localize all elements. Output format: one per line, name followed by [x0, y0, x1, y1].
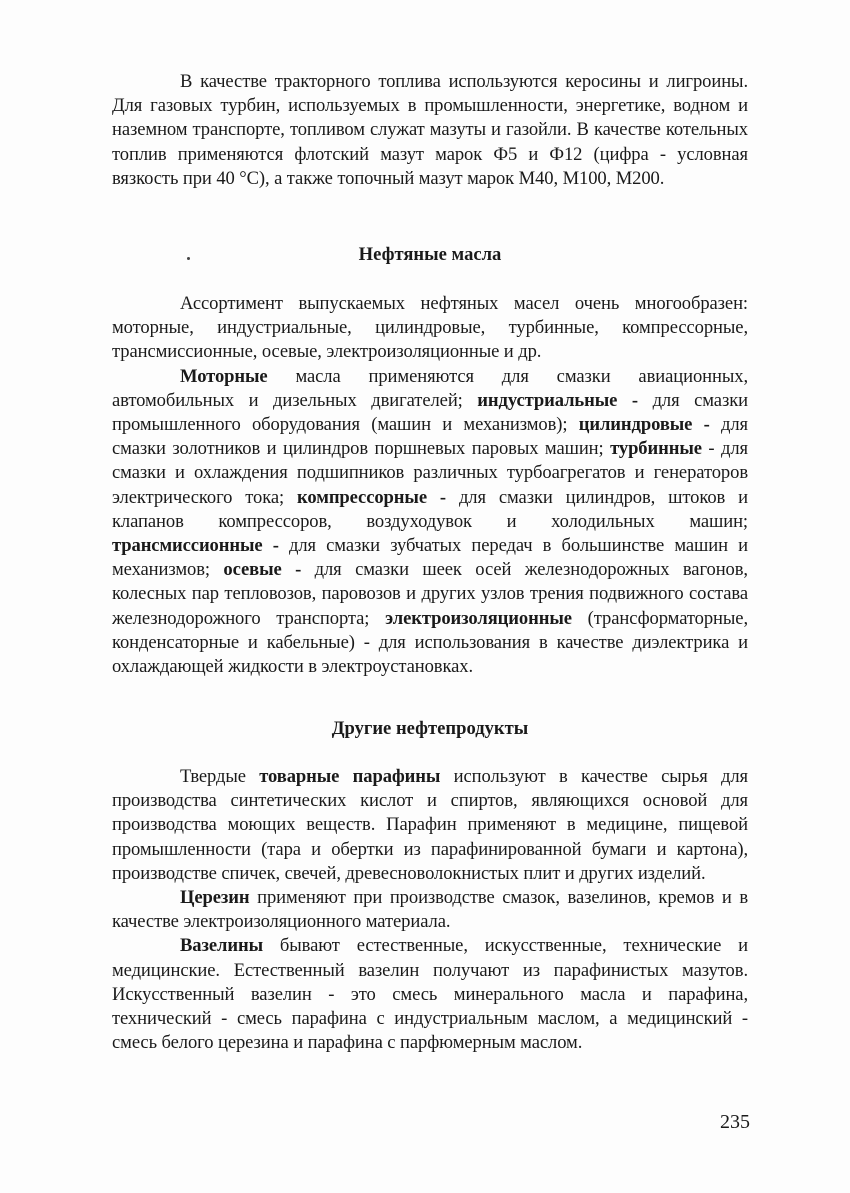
text-insulating: (трансформаторные, конденсаторные и кабельные) - для использования в качестве диэлектрика и охлаждающей жидкости в электроустановках.	[112, 607, 748, 678]
term-turbine: турбинные	[610, 438, 702, 460]
text-cylinder: для смазки золотников и цилиндров поршневых паровых машин;	[112, 414, 748, 460]
text-axle: для смазки шеек осей железнодорожных вагонов, колесных пар тепловозов, паровозов и других узлов трения подвижного состава железнодорожного транспорта;	[112, 559, 748, 629]
term-paraffin: товарные парафины	[259, 766, 441, 787]
term-ceresin: Церезин	[180, 887, 250, 909]
paragraph-vaseline	[112, 934, 748, 1055]
term-motor: Моторные	[180, 365, 268, 387]
other-products-section	[112, 765, 748, 1055]
text-industrial: для смазки промышленного оборудования (машин и механизмов);	[112, 389, 748, 436]
oils-section	[112, 292, 748, 679]
text-vaseline: бывают естественные, искусственные, технические и медицинские. Естественный вазелин получают из парафинистых мазутов. Искусственный вазелин - это смесь минерального масла и парафина, технический - смесь парафина с индустриальным маслом, а медицинский - смесь белого церезина и парафина с парфюмерным маслом.	[112, 935, 748, 1054]
paragraph-oils-intro: Ассортимент выпускаемых нефтяных масел очень многообразен: моторные, индустриальные, цилиндровые, турбинные, компрессорные, трансмиссионные, осевые, электроизоляционные и др.	[112, 293, 748, 363]
heading-other-products: Другие нефтепродукты	[331, 718, 529, 739]
text-paraffin: используют в качестве сырья для производства синтетических кислот и спиртов, являющихся основой для производства моющих веществ. Парафин применяют в медицине, пищевой промышленности (тара и обертки из парафинированной бумаги и картона), производстве спичек, свечей, древесноволокнистых плит и других изделий.	[112, 766, 749, 884]
term-cylinder: цилиндровые -	[578, 414, 710, 436]
term-vaseline: Вазелины	[180, 935, 263, 957]
term-insulating: электроизоляционные	[385, 607, 572, 629]
term-compressor: компрессорные -	[297, 486, 447, 508]
page-number: 235	[720, 1111, 750, 1133]
fuel-section	[112, 70, 748, 191]
text-ceresin: применяют при производстве смазок, вазелинов, кремов и в качестве электроизоляционного материала.	[112, 887, 748, 933]
paragraph-ceresin	[112, 886, 748, 934]
term-transmission: трансмиссионные -	[112, 535, 279, 557]
text-compressor: для смазки цилиндров, штоков и клапанов компрессоров, воздуходувок и холодильных машин;	[112, 486, 749, 532]
term-axle: осевые -	[223, 559, 302, 581]
paragraph-fuel: В качестве тракторного топлива используются керосины и лигроины. Для газовых турбин, используемых в промышленности, энергетике, водном и наземном транспорте, топливом служат мазуты и газойли. В качестве котельных топлив применяются флотский мазут марок Ф5 и Ф12 (цифра - условная вязкость при 40 °С), а также топочный мазут марок М40, М100, М200.	[112, 71, 748, 189]
text-paraffin-lead: Твердые	[180, 766, 260, 787]
term-industrial: индустриальные -	[477, 389, 638, 411]
heading-oils: Нефтяные масла	[358, 244, 502, 265]
text-motor: масла применяются для смазки авиационных, автомобильных и дизельных двигателей;	[112, 365, 748, 411]
paragraph-oils-types	[112, 365, 748, 680]
paragraph-paraffin	[112, 765, 748, 886]
text-transmission: для смазки зубчатых передач в большинстве машин и механизмов;	[112, 535, 748, 581]
text-turbine: - для смазки и охлаждения подшипников различных турбоагрегатов и генераторов электрического тока;	[112, 438, 748, 508]
